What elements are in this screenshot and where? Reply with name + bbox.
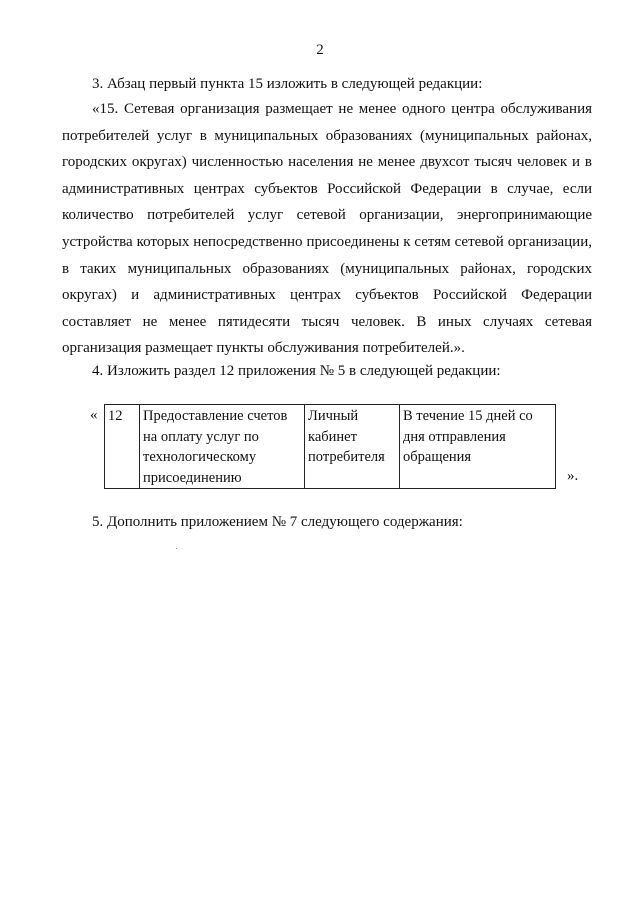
paragraph-3-heading: 3. Абзац первый пункта 15 изложить в следующей редакции:	[92, 76, 483, 92]
paragraph-5-heading: 5. Дополнить приложением № 7 следующего содержания:	[92, 514, 463, 530]
row-term-cell: В течение 15 дней со дня отправления обращения	[400, 405, 556, 489]
scan-speck	[176, 548, 177, 549]
paragraph-3-body: «15. Сетевая организация размещает не менее одного центра обслуживания потребителей услуг в муниципальных образованиях (муниципальных районах, городских округах) численностью населения не менее двухсот тысяч человек и в административных центрах субъектов Российской Федерации в случае, если количество потребителей услуг сетевой организации, энергопринимающие устройства которых непосредственно присоединены к сетям сетевой организации, в таких муниципальных образованиях (муниципальных районах, городских округах) и административных центрах субъектов Российской Федерации составляет не менее пятидесяти тысяч человек. В иных случаях сетевая организация размещает пункты обслуживания потребителей.».	[62, 101, 592, 357]
row-channel-cell: Личный кабинет потребителя	[305, 405, 400, 489]
table-row	[105, 405, 556, 489]
section-12-table	[104, 404, 556, 489]
row-description-cell: Предоставление счетов на оплату услуг по технологическому присоединению	[140, 405, 305, 489]
table-open-quote: «	[90, 407, 98, 423]
row-number-cell: 12	[105, 405, 140, 489]
paragraph-4-heading: 4. Изложить раздел 12 приложения № 5 в следующей редакции:	[92, 363, 501, 379]
table-close-quote: ».	[567, 468, 579, 484]
page-number: 2	[316, 42, 324, 58]
